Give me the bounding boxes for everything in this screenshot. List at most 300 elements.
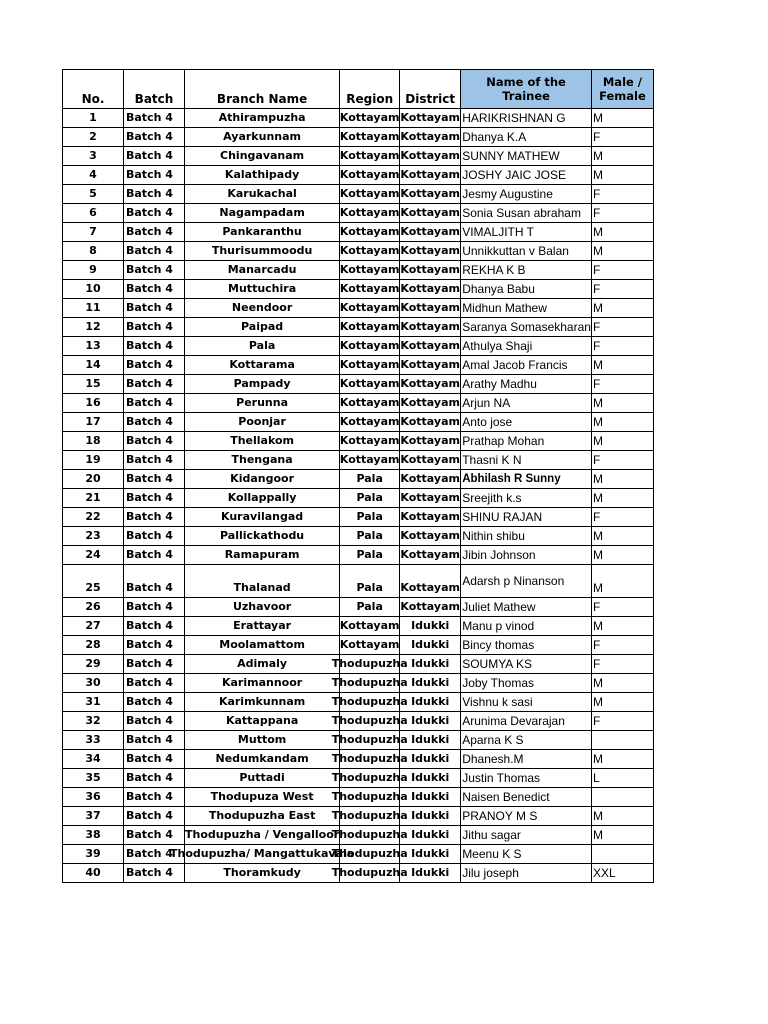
table-row	[63, 864, 654, 883]
cell-gender: M	[591, 394, 653, 413]
cell-district: Idukki	[400, 826, 461, 845]
cell-district: Kottayam	[400, 185, 461, 204]
cell-branch-text: Muttuchira	[228, 282, 297, 295]
cell-region	[340, 299, 400, 318]
cell-region	[340, 166, 400, 185]
cell-region-text: Pala	[356, 510, 383, 523]
cell-trainee-name: SHINU RAJAN	[461, 508, 592, 527]
cell-region	[340, 394, 400, 413]
cell-district: Kottayam	[400, 204, 461, 223]
cell-trainee-name: Dhanya K.A	[461, 128, 592, 147]
cell-district: Idukki	[400, 788, 461, 807]
cell-gender: F	[591, 636, 653, 655]
cell-no: 17	[63, 413, 124, 432]
cell-branch-text: Thodupuza West	[210, 790, 314, 803]
cell-region-text: Kottayam	[339, 130, 400, 143]
cell-branch-text: Karimkunnam	[218, 695, 306, 708]
table-row	[63, 565, 654, 598]
cell-gender	[591, 845, 653, 864]
cell-region-text: Thodupuzha	[331, 828, 408, 841]
cell-no: 30	[63, 674, 124, 693]
cell-batch: Batch 4	[124, 242, 185, 261]
cell-branch-text: Thodupuzha/ Mangattukavala	[170, 847, 355, 860]
table-row	[63, 432, 654, 451]
cell-batch: Batch 4	[124, 413, 185, 432]
table-row	[63, 318, 654, 337]
cell-no: 27	[63, 617, 124, 636]
cell-branch-text: Karimannoor	[221, 676, 303, 689]
cell-batch: Batch 4	[124, 299, 185, 318]
cell-region-text: Pala	[356, 600, 383, 613]
cell-no: 32	[63, 712, 124, 731]
cell-batch: Batch 4	[124, 470, 185, 489]
cell-gender: F	[591, 451, 653, 470]
cell-district: Kottayam	[400, 128, 461, 147]
cell-no: 10	[63, 280, 124, 299]
cell-trainee-name: HARIKRISHNAN G	[461, 109, 592, 128]
cell-region-text: Thodupuzha	[331, 771, 408, 784]
trainee-table	[62, 69, 654, 883]
cell-gender: M	[591, 432, 653, 451]
table-row	[63, 617, 654, 636]
cell-no: 21	[63, 489, 124, 508]
cell-district: Idukki	[400, 731, 461, 750]
cell-branch-text: Kottarama	[229, 358, 295, 371]
cell-trainee-name: Jesmy Augustine	[461, 185, 592, 204]
cell-no: 7	[63, 223, 124, 242]
cell-branch-text: Thurisummoodu	[211, 244, 313, 257]
cell-district: Kottayam	[400, 147, 461, 166]
table-row	[63, 527, 654, 546]
cell-trainee-name: Arjun NA	[461, 394, 592, 413]
cell-region	[331, 788, 408, 807]
table-row	[63, 375, 654, 394]
cell-region	[331, 750, 408, 769]
cell-region-text: Pala	[356, 581, 383, 594]
cell-batch: Batch 4	[124, 674, 185, 693]
cell-trainee-name: Amal Jacob Francis	[461, 356, 592, 375]
cell-batch: Batch 4	[124, 617, 185, 636]
cell-trainee-name: Jibin Johnson	[461, 546, 592, 565]
cell-region	[340, 617, 400, 636]
cell-region	[340, 375, 400, 394]
cell-gender: F	[591, 261, 653, 280]
cell-region-text: Thodupuzha	[331, 695, 408, 708]
cell-no: 25	[63, 565, 124, 598]
cell-district: Kottayam	[400, 598, 461, 617]
cell-no: 4	[63, 166, 124, 185]
cell-gender: M	[591, 617, 653, 636]
cell-gender: F	[591, 712, 653, 731]
table-row	[63, 109, 654, 128]
cell-region-text: Pala	[356, 491, 383, 504]
cell-batch: Batch 4	[124, 337, 185, 356]
cell-no: 12	[63, 318, 124, 337]
cell-no: 9	[63, 261, 124, 280]
cell-batch: Batch 4	[124, 147, 185, 166]
cell-no: 15	[63, 375, 124, 394]
cell-branch-text: Kalathipady	[224, 168, 300, 181]
cell-region-text: Kottayam	[339, 263, 400, 276]
cell-region-text: Pala	[356, 472, 383, 485]
cell-batch: Batch 4	[124, 731, 185, 750]
cell-branch-text: Kollappally	[227, 491, 297, 504]
cell-gender: F	[591, 337, 653, 356]
cell-gender	[591, 731, 653, 750]
cell-district: Idukki	[400, 864, 461, 883]
cell-region-text: Kottayam	[339, 396, 400, 409]
cell-branch-text: Perunna	[236, 396, 289, 409]
cell-trainee-name: Midhun Mathew	[461, 299, 592, 318]
cell-branch-text: Karukachal	[227, 187, 297, 200]
table-row	[63, 147, 654, 166]
cell-region	[331, 845, 408, 864]
cell-branch-text: Thellakom	[230, 434, 294, 447]
table-row	[63, 731, 654, 750]
cell-region-text: Kottayam	[339, 453, 400, 466]
table-row	[63, 674, 654, 693]
cell-district: Kottayam	[400, 565, 461, 598]
cell-branch-text: Pampady	[233, 377, 291, 390]
cell-district: Kottayam	[400, 546, 461, 565]
cell-trainee-name: Dhanesh.M	[461, 750, 592, 769]
cell-region	[340, 261, 400, 280]
cell-batch: Batch 4	[124, 750, 185, 769]
cell-batch: Batch 4	[124, 432, 185, 451]
cell-district: Kottayam	[400, 337, 461, 356]
cell-region	[331, 674, 408, 693]
cell-branch-text: Thodupuzha East	[208, 809, 316, 822]
cell-district: Kottayam	[400, 356, 461, 375]
cell-batch: Batch 4	[124, 565, 185, 598]
header-row	[63, 70, 654, 109]
cell-region-text: Kottayam	[339, 149, 400, 162]
cell-no: 6	[63, 204, 124, 223]
cell-region	[340, 185, 400, 204]
cell-branch-text: Ayarkunnam	[223, 130, 302, 143]
table-row	[63, 750, 654, 769]
cell-trainee-name: Arunima Devarajan	[461, 712, 592, 731]
cell-region	[331, 826, 408, 845]
cell-region-text: Pala	[356, 529, 383, 542]
cell-no: 40	[63, 864, 124, 883]
cell-trainee-name: Arathy Madhu	[461, 375, 592, 394]
cell-region	[340, 337, 400, 356]
cell-no: 13	[63, 337, 124, 356]
table-row	[63, 598, 654, 617]
header-trainee: Name of the Trainee	[461, 70, 592, 109]
table-row	[63, 242, 654, 261]
cell-trainee-name: Juliet Mathew	[461, 598, 592, 617]
cell-batch: Batch 4	[124, 204, 185, 223]
cell-trainee-name: Adarsh p Ninanson	[461, 565, 592, 598]
cell-region-text: Kottayam	[339, 244, 400, 257]
cell-gender: M	[591, 750, 653, 769]
cell-region-text: Thodupuzha	[331, 733, 408, 746]
cell-trainee-name: Jithu sagar	[461, 826, 592, 845]
table-row	[63, 693, 654, 712]
cell-trainee-name: Naisen Benedict	[461, 788, 592, 807]
cell-no: 5	[63, 185, 124, 204]
header-branch-label: Branch Name	[216, 92, 308, 106]
cell-trainee-name: Unnikkuttan v Balan	[461, 242, 592, 261]
cell-region	[340, 636, 400, 655]
cell-no: 29	[63, 655, 124, 674]
cell-batch: Batch 4	[124, 166, 185, 185]
cell-trainee-name: Saranya Somasekharan	[461, 318, 592, 337]
cell-batch: Batch 4	[124, 128, 185, 147]
cell-region	[340, 432, 400, 451]
cell-region-text: Kottayam	[339, 320, 400, 333]
cell-no: 28	[63, 636, 124, 655]
cell-region-text: Thodupuzha	[331, 752, 408, 765]
cell-gender: M	[591, 299, 653, 318]
cell-batch: Batch 4	[124, 864, 185, 883]
cell-gender: F	[591, 280, 653, 299]
cell-batch: Batch 4	[124, 508, 185, 527]
cell-branch-text: Paipad	[241, 320, 284, 333]
cell-gender: F	[591, 598, 653, 617]
table-row	[63, 337, 654, 356]
header-gender: Male / Female	[591, 70, 653, 109]
cell-gender: M	[591, 807, 653, 826]
cell-batch: Batch 4	[124, 489, 185, 508]
cell-no: 14	[63, 356, 124, 375]
table-row	[63, 223, 654, 242]
cell-region	[340, 147, 400, 166]
cell-branch-text: Ramapuram	[224, 548, 300, 561]
cell-gender: XXL	[591, 864, 653, 883]
table-row	[63, 489, 654, 508]
cell-trainee-name: JOSHY JAIC JOSE	[461, 166, 592, 185]
cell-district: Kottayam	[400, 299, 461, 318]
cell-region	[340, 204, 400, 223]
cell-district: Kottayam	[400, 432, 461, 451]
cell-region-text: Kottayam	[339, 339, 400, 352]
header-district: District	[400, 70, 461, 109]
cell-district: Kottayam	[400, 527, 461, 546]
cell-batch: Batch 4	[124, 451, 185, 470]
cell-region	[340, 318, 400, 337]
cell-region-text: Thodupuzha	[331, 676, 408, 689]
cell-region	[340, 598, 400, 617]
cell-no: 37	[63, 807, 124, 826]
cell-gender: M	[591, 527, 653, 546]
cell-batch: Batch 4	[124, 845, 185, 864]
table-row	[63, 413, 654, 432]
cell-branch-text: Moolamattom	[219, 638, 305, 651]
cell-region	[340, 489, 400, 508]
cell-branch	[185, 826, 340, 845]
table-row	[63, 128, 654, 147]
table-row	[63, 451, 654, 470]
cell-batch: Batch 4	[124, 807, 185, 826]
cell-gender: F	[591, 204, 653, 223]
cell-region	[340, 280, 400, 299]
table-row	[63, 807, 654, 826]
cell-no: 19	[63, 451, 124, 470]
table-row	[63, 166, 654, 185]
cell-batch: Batch 4	[124, 546, 185, 565]
cell-region-text: Thodupuzha	[331, 809, 408, 822]
cell-region	[340, 109, 400, 128]
cell-district: Idukki	[400, 693, 461, 712]
table-row	[63, 788, 654, 807]
cell-trainee-name: VIMALJITH T	[461, 223, 592, 242]
cell-branch-text: Puttadi	[239, 771, 285, 784]
cell-no: 20	[63, 470, 124, 489]
cell-branch-text: Pallickathodu	[220, 529, 305, 542]
cell-gender: F	[591, 508, 653, 527]
cell-gender: M	[591, 489, 653, 508]
cell-district: Kottayam	[400, 451, 461, 470]
header-region: Region	[340, 70, 400, 109]
cell-region	[331, 655, 408, 674]
cell-district: Idukki	[400, 712, 461, 731]
cell-gender: M	[591, 470, 653, 489]
cell-trainee-name: Joby Thomas	[461, 674, 592, 693]
cell-region-text: Thodupuzha	[331, 657, 408, 670]
cell-trainee-name: Anto jose	[461, 413, 592, 432]
cell-branch-text: Athirampuzha	[218, 111, 306, 124]
cell-region-text: Thodupuzha	[331, 790, 408, 803]
cell-trainee-name: Meenu K S	[461, 845, 592, 864]
cell-batch: Batch 4	[124, 280, 185, 299]
cell-region	[340, 470, 400, 489]
cell-district: Kottayam	[400, 280, 461, 299]
cell-district: Kottayam	[400, 375, 461, 394]
cell-no: 2	[63, 128, 124, 147]
cell-region-text: Kottayam	[339, 619, 400, 632]
cell-region-text: Thodupuzha	[331, 866, 408, 879]
cell-gender: M	[591, 223, 653, 242]
cell-district: Idukki	[400, 750, 461, 769]
cell-region-text: Kottayam	[339, 434, 400, 447]
cell-branch-text: Uzhavoor	[232, 600, 292, 613]
cell-region	[340, 242, 400, 261]
cell-district: Idukki	[400, 674, 461, 693]
cell-gender: M	[591, 546, 653, 565]
cell-branch-text: Thodupuzha / Vengalloor	[184, 828, 340, 841]
cell-no: 31	[63, 693, 124, 712]
table-row	[63, 261, 654, 280]
cell-region	[340, 223, 400, 242]
table-row	[63, 204, 654, 223]
cell-trainee-name: Abhilash R Sunny	[461, 470, 592, 489]
cell-batch: Batch 4	[124, 109, 185, 128]
cell-district: Kottayam	[400, 223, 461, 242]
cell-region	[340, 128, 400, 147]
cell-batch: Batch 4	[124, 655, 185, 674]
cell-trainee-name: Dhanya Babu	[461, 280, 592, 299]
cell-trainee-name: Vishnu k sasi	[461, 693, 592, 712]
header-branch	[185, 70, 340, 109]
cell-region	[340, 546, 400, 565]
cell-trainee-name: Nithin shibu	[461, 527, 592, 546]
cell-region-text: Kottayam	[339, 111, 400, 124]
cell-region	[340, 508, 400, 527]
cell-gender: M	[591, 565, 653, 598]
cell-gender: F	[591, 128, 653, 147]
cell-trainee-name: Prathap Mohan	[461, 432, 592, 451]
cell-region	[340, 413, 400, 432]
cell-district: Idukki	[400, 807, 461, 826]
cell-batch: Batch 4	[124, 598, 185, 617]
cell-region-text: Kottayam	[339, 301, 400, 314]
cell-region	[331, 731, 408, 750]
cell-region	[340, 451, 400, 470]
cell-region-text: Kottayam	[339, 638, 400, 651]
cell-region	[340, 565, 400, 598]
cell-trainee-name: Athulya Shaji	[461, 337, 592, 356]
cell-district: Kottayam	[400, 470, 461, 489]
cell-no: 36	[63, 788, 124, 807]
table-row	[63, 769, 654, 788]
table-row	[63, 636, 654, 655]
cell-gender: M	[591, 413, 653, 432]
cell-trainee-name: Bincy thomas	[461, 636, 592, 655]
cell-batch: Batch 4	[124, 788, 185, 807]
cell-gender: M	[591, 109, 653, 128]
table-row	[63, 185, 654, 204]
cell-region	[331, 712, 408, 731]
cell-trainee-name: Sonia Susan abraham	[461, 204, 592, 223]
cell-trainee-name: Justin Thomas	[461, 769, 592, 788]
cell-no: 24	[63, 546, 124, 565]
cell-no: 3	[63, 147, 124, 166]
cell-no: 18	[63, 432, 124, 451]
header-batch: Batch	[124, 70, 185, 109]
table-row	[63, 470, 654, 489]
cell-gender: F	[591, 318, 653, 337]
cell-branch-text: Chingavanam	[220, 149, 305, 162]
cell-district: Idukki	[400, 655, 461, 674]
cell-branch-text: Kattappana	[225, 714, 299, 727]
table-row	[63, 356, 654, 375]
table-row	[63, 845, 654, 864]
cell-gender: F	[591, 655, 653, 674]
cell-branch-text: Muttom	[237, 733, 287, 746]
cell-trainee-name: Manu p vinod	[461, 617, 592, 636]
cell-region	[331, 864, 408, 883]
cell-batch: Batch 4	[124, 527, 185, 546]
cell-no: 26	[63, 598, 124, 617]
cell-trainee-name: REKHA K B	[461, 261, 592, 280]
cell-gender: M	[591, 693, 653, 712]
cell-branch-text: Nagampadam	[219, 206, 305, 219]
cell-region-text: Kottayam	[339, 187, 400, 200]
cell-gender: F	[591, 375, 653, 394]
cell-gender	[591, 788, 653, 807]
cell-region-text: Kottayam	[339, 358, 400, 371]
cell-batch: Batch 4	[124, 318, 185, 337]
cell-district: Idukki	[400, 636, 461, 655]
cell-no: 39	[63, 845, 124, 864]
cell-no: 33	[63, 731, 124, 750]
cell-district: Idukki	[400, 617, 461, 636]
header-no: No.	[63, 70, 124, 109]
table-row	[63, 712, 654, 731]
cell-region-text: Kottayam	[339, 168, 400, 181]
cell-batch: Batch 4	[124, 693, 185, 712]
cell-trainee-name: SOUMYA KS	[461, 655, 592, 674]
cell-batch: Batch 4	[124, 261, 185, 280]
cell-no: 1	[63, 109, 124, 128]
cell-batch: Batch 4	[124, 826, 185, 845]
table-row	[63, 280, 654, 299]
cell-district: Kottayam	[400, 413, 461, 432]
cell-gender: M	[591, 242, 653, 261]
